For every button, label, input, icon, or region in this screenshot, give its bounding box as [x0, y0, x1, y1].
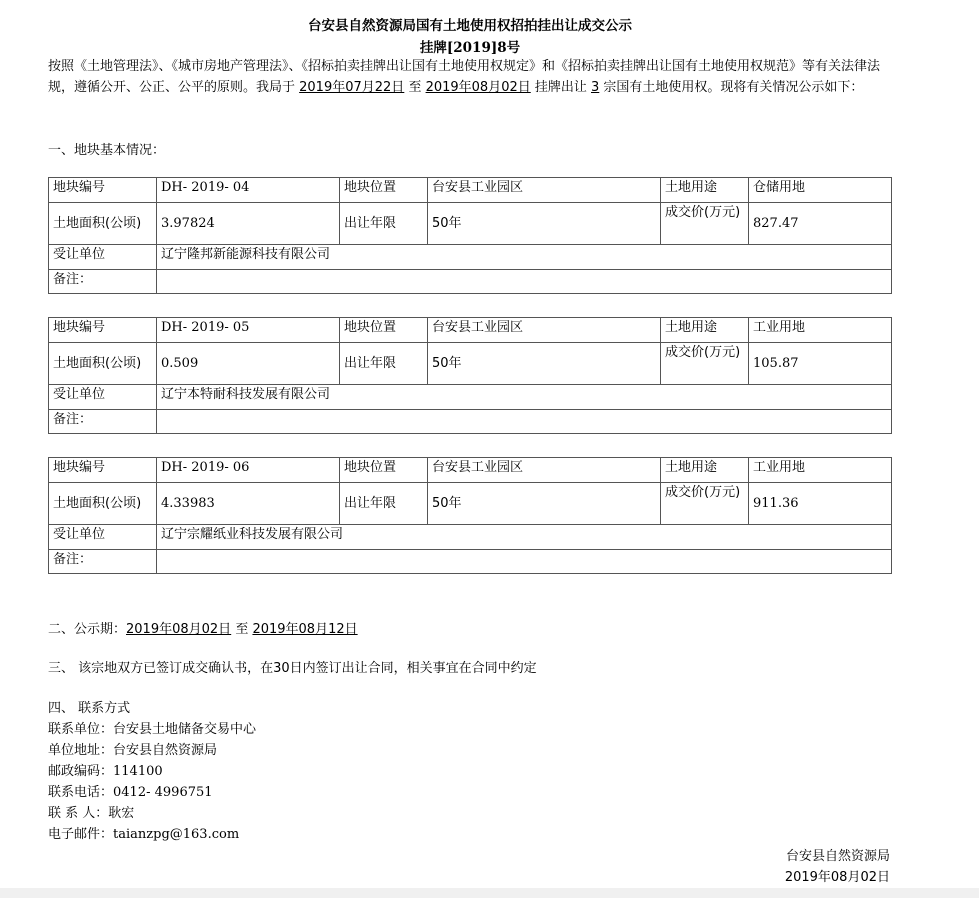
- label-lot-no: 地块编号: [49, 458, 157, 483]
- lot-term: 50年: [428, 343, 661, 385]
- lot-price: 911.36: [749, 483, 892, 525]
- contact-postcode: [48, 760, 163, 779]
- lot-price: 827.47: [749, 203, 892, 245]
- label-term: 出让年限: [340, 483, 428, 525]
- intro-text-1: 按照《土地管理法》、《城市房地产管理法》、《招标拍卖挂牌出让国有土地使用权规定》和《招标拍卖挂牌出让国有土地使用权规范》等有关法律法规，遵循公开、公正、公平的原则。我局于: [48, 59, 881, 95]
- lot-use: 工业用地: [749, 318, 892, 343]
- lot-term: 50年: [428, 203, 661, 245]
- publicity-end-date: 2019年08月12日: [252, 622, 358, 637]
- label-use: 土地用途: [661, 318, 749, 343]
- lot-term: 50年: [428, 483, 661, 525]
- contact-person: 联 系 人：耿宏: [48, 806, 135, 821]
- intro-text-to: 至: [404, 80, 426, 95]
- lot-location: 台安县工业园区: [428, 178, 661, 203]
- lot-area: 3.97824: [157, 203, 340, 245]
- signature-org: 台安县自然资源局: [785, 849, 890, 864]
- lot-location: 台安县工业园区: [428, 458, 661, 483]
- document-number: 挂牌[2019]8号: [419, 40, 521, 56]
- label-area: 土地面积(公顷): [49, 483, 157, 525]
- intro-start-date: 2019年07月22日: [299, 80, 405, 95]
- phone-value: 0412- 4996751: [113, 785, 213, 800]
- signature-date: 2019年08月02日: [784, 870, 890, 885]
- email-label: 电子邮件：: [48, 827, 114, 842]
- label-buyer: 受让单位: [49, 525, 157, 550]
- intro-text-3: 宗国有土地使用权。现将有关情况公示如下：: [599, 80, 864, 95]
- publicity-start-date: 2019年08月02日: [126, 622, 232, 637]
- lot-table-2: [48, 317, 892, 434]
- lot-buyer: 辽宁隆邦新能源科技有限公司: [157, 245, 892, 270]
- label-term: 出让年限: [340, 203, 428, 245]
- lot-buyer: 辽宁宗耀纸业科技发展有限公司: [157, 525, 892, 550]
- intro-paragraph: [48, 56, 893, 98]
- lot-use: 工业用地: [749, 458, 892, 483]
- lot-table-1: [48, 177, 892, 294]
- label-buyer: 受让单位: [49, 385, 157, 410]
- intro-lot-count: 3: [591, 80, 600, 95]
- page-title: 台安县自然资源局国有土地使用权招拍挂出让成交公示: [308, 18, 632, 34]
- label-area: 土地面积(公顷): [49, 343, 157, 385]
- label-use: 土地用途: [661, 178, 749, 203]
- label-price: 成交价(万元): [661, 343, 749, 385]
- lot-area: 0.509: [157, 343, 340, 385]
- lot-no: DH- 2019- 05: [157, 318, 340, 343]
- section-2-publicity-period: [48, 618, 358, 637]
- label-area: 土地面积(公顷): [49, 203, 157, 245]
- contact-unit: 联系单位：台安县土地储备交易中心: [48, 722, 257, 737]
- lot-no: DH- 2019- 04: [157, 178, 340, 203]
- horizontal-scrollbar[interactable]: [0, 888, 979, 898]
- contact-phone: [48, 781, 213, 800]
- lot-table-3: [48, 457, 892, 574]
- label-location: 地块位置: [340, 458, 428, 483]
- label-term: 出让年限: [340, 343, 428, 385]
- label-remark: 备注：: [49, 270, 157, 294]
- section-3-text: 三、 该宗地双方已签订成交确认书，在30日内签订出让合同，相关事宜在合同中约定: [48, 661, 537, 676]
- label-location: 地块位置: [340, 318, 428, 343]
- postcode-label: 邮政编码：: [48, 764, 114, 779]
- contact-email: [48, 823, 239, 842]
- lot-use: 仓储用地: [749, 178, 892, 203]
- label-use: 土地用途: [661, 458, 749, 483]
- lot-location: 台安县工业园区: [428, 318, 661, 343]
- section-1-heading: 一、地块基本情况：: [48, 143, 166, 158]
- email-value: taianzpg@163.com: [113, 827, 240, 842]
- lot-area: 4.33983: [157, 483, 340, 525]
- lot-remark: [157, 270, 892, 294]
- label-price: 成交价(万元): [661, 203, 749, 245]
- lot-remark: [157, 410, 892, 434]
- intro-end-date: 2019年08月02日: [425, 80, 531, 95]
- label-location: 地块位置: [340, 178, 428, 203]
- lot-remark: [157, 550, 892, 574]
- intro-text-2: 挂牌出让: [530, 80, 592, 95]
- publicity-label: 二、公示期：: [48, 622, 127, 637]
- phone-label: 联系电话：: [48, 785, 114, 800]
- label-remark: 备注：: [49, 550, 157, 574]
- label-price: 成交价(万元): [661, 483, 749, 525]
- contact-address: 单位地址：台安县自然资源局: [48, 743, 218, 758]
- section-4-heading: 四、 联系方式: [48, 701, 131, 716]
- lot-buyer: 辽宁本特耐科技发展有限公司: [157, 385, 892, 410]
- postcode-value: 114100: [113, 764, 163, 779]
- label-lot-no: 地块编号: [49, 318, 157, 343]
- publicity-to: 至: [231, 622, 253, 637]
- label-lot-no: 地块编号: [49, 178, 157, 203]
- lot-no: DH- 2019- 06: [157, 458, 340, 483]
- label-buyer: 受让单位: [49, 245, 157, 270]
- lot-price: 105.87: [749, 343, 892, 385]
- label-remark: 备注：: [49, 410, 157, 434]
